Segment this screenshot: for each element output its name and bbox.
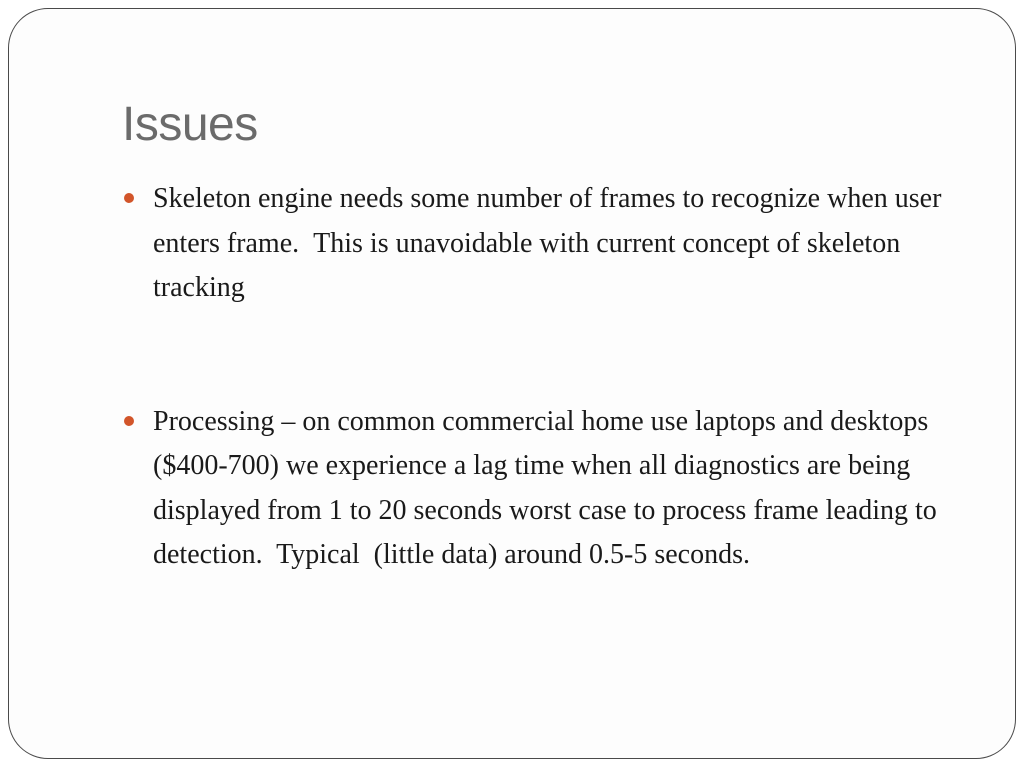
bullet-dot-icon bbox=[124, 416, 134, 426]
slide-title: Issues bbox=[122, 98, 258, 151]
bullet-text: Processing – on common commercial home use laptops and desktops ($400-700) we experience a lag time when all diagnostics are being displayed from 1 to 20 seconds worst case to process frame leading to detection. Typical (little data) around 0.5-5 seconds. bbox=[153, 405, 937, 570]
bullet-text: Skeleton engine needs some number of frames to recognize when user enters frame. This is unavoidable with current concept of skeleton tracking bbox=[153, 183, 942, 303]
slide-frame bbox=[8, 8, 1016, 759]
bullet-item bbox=[122, 177, 962, 311]
bullet-item bbox=[122, 400, 962, 578]
bullet-dot-icon bbox=[124, 193, 134, 203]
bullet-list bbox=[122, 177, 962, 578]
